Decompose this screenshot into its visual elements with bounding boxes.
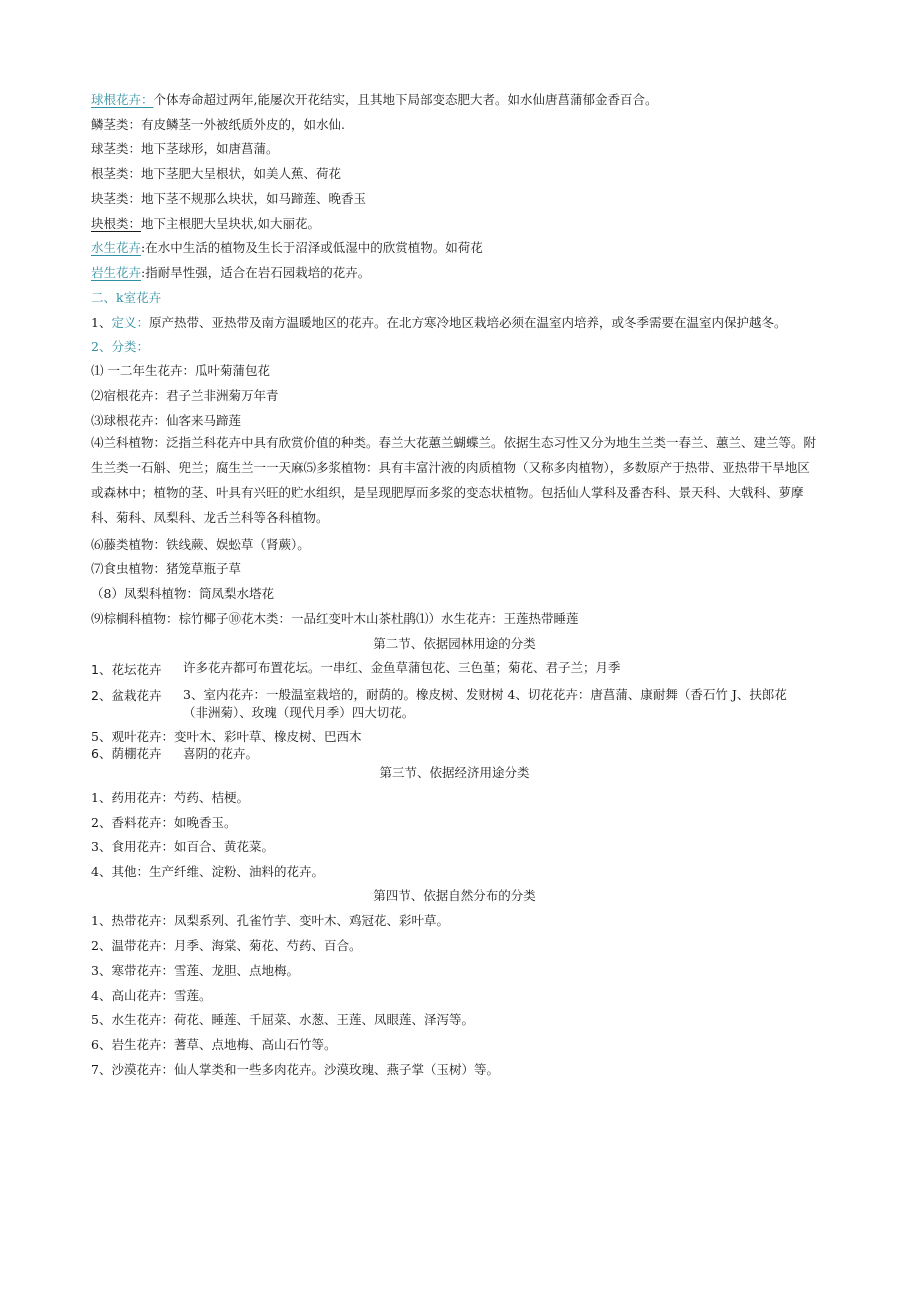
classification-heading: 2、分类：	[91, 339, 149, 354]
rock-desc: :指耐旱性强，适合在岩石园栽培的花卉。	[141, 265, 371, 280]
class-item: ⑴ 一二年生花卉：瓜叶菊蒲包花	[91, 363, 270, 378]
bed-desc: 许多花卉都可布置花坛。一串红、金鱼草蒲包花、三色堇；菊花、君子兰；月季	[183, 660, 621, 675]
pot-desc-1: 3、室内花卉：一般温室栽培的，耐荫的。橡皮树、发财树 4、切花花卉：唐菖蒲、康耐舞（香石竹 J、扶郎花	[183, 687, 787, 702]
bromeliad-line: （8）凤梨科植物：筒凤梨水塔花	[91, 586, 274, 601]
distribution-item: 7、沙漠花卉：仙人掌类和一些多肉花卉。沙漠玫瑰、燕子掌（玉树）等。	[91, 1062, 499, 1077]
vine-line: ⑹藤类植物：铁线蕨、娱蚣草（肾蕨）。	[91, 537, 310, 552]
definition-term: 定义：	[111, 315, 149, 330]
distribution-item: 1、热带花卉：凤梨系列、孔雀竹芋、变叶木、鸡冠花、彩叶草。	[91, 913, 449, 928]
shade-label: 6、荫棚花卉	[91, 746, 162, 761]
aquatic-line	[91, 240, 831, 256]
bulb-desc: 个体寿命超过两年,能屡次开花结实，且其地下局部变态肥大者。如水仙唐菖蒲郁金香百合。	[153, 92, 658, 107]
economic-item: 2、香料花卉：如晚香玉。	[91, 815, 237, 830]
aquatic-term: 水生花卉	[91, 240, 142, 255]
class-item: ⑶球根花卉：仙客来马蹄莲	[91, 413, 242, 428]
corm-line: 球茎类：地下茎球形，如唐菖蒲。	[91, 141, 279, 156]
distribution-heading: 第四节、依据自然分布的分类	[373, 888, 536, 903]
greenhouse-heading: 二、k室花卉	[91, 290, 162, 305]
pot-label: 2、盆栽花卉	[91, 688, 162, 703]
tuberous-root-line	[91, 216, 831, 232]
tuberous-root-term: 块根类：	[91, 216, 142, 231]
shade-desc: 喜阴的花卉。	[183, 746, 259, 761]
rhizome-line: 根茎类：地下茎肥大呈根状，如美人蕉、荷花	[91, 166, 342, 181]
rock-term: 岩生花卉	[91, 265, 142, 280]
distribution-item: 4、高山花卉：雪莲。	[91, 988, 212, 1003]
distribution-item: 6、岩生花卉：蓍草、点地梅、高山石竹等。	[91, 1037, 337, 1052]
insectivorous-line: ⑺食虫植物：猪笼草瓶子草	[91, 561, 242, 576]
bulb-term: 球根花卉：	[91, 92, 154, 107]
orchid-paragraph: ⑷兰科植物：泛指兰科花卉中具有欣赏价值的种类。春兰大花蕙兰蝴蝶兰。依据生态习性又分为地生兰类一春兰、蕙兰、建兰等。附生兰类一石斛、兜兰；腐生兰一一天麻⑸多浆植物：具有丰富汁液的肉质植物（又称多肉植物），多数原产于热带、亚热带干旱地区或森林中；植物的茎、叶具有兴旺的贮水组织，是呈现肥厚而多浆的变态状植物。包括仙人掌科及番杏科、景天科、大戟科、萝摩科、菊科、凤梨科、龙舌兰科等各科植物。	[91, 435, 817, 525]
class-item: ⑵宿根花卉：君子兰非洲菊万年青	[91, 388, 279, 403]
distribution-item: 3、寒带花卉：雪莲、龙胆、点地梅。	[91, 963, 299, 978]
distribution-item: 5、水生花卉：荷花、睡莲、千屈菜、水葱、王莲、凤眼莲、泽泻等。	[91, 1012, 474, 1027]
scaly-line: 鳞茎类：有皮鳞茎一外被纸质外皮的，如水仙.	[91, 117, 345, 132]
economic-item: 4、其他：生产纤维、淀粉、油料的花卉。	[91, 864, 324, 879]
palm-line: ⑼棕榈科植物：棕竹椰子⑩花木类：一品红变叶木山茶杜鹃⑴）水生花卉：王莲热带睡莲	[91, 611, 579, 626]
bed-label: 1、花坛花卉	[91, 662, 162, 677]
definition-num: 1、	[91, 315, 112, 330]
tuber-line: 块茎类：地下茎不规那么块状，如马蹄莲、晚香玉	[91, 191, 367, 206]
definition-line	[91, 315, 831, 331]
foliage-line: 5、观叶花卉：变叶木、彩叶草、橡皮树、巴西木	[91, 729, 362, 744]
rock-line	[91, 265, 831, 281]
garden-use-heading: 第二节、依据园林用途的分类	[373, 636, 536, 651]
definition-desc: 原产热带、亚热带及南方温暖地区的花卉。在北方寒冷地区栽培必须在温室内培养，或冬季需要在温室内保护越冬。	[148, 315, 787, 330]
distribution-item: 2、温带花卉：月季、海棠、菊花、芍药、百合。	[91, 938, 362, 953]
bulb-line	[91, 92, 831, 108]
economic-use-heading: 第三节、依据经济用途分类	[379, 765, 530, 780]
tuberous-root-desc: 地下主根肥大呈块状,如大丽花。	[141, 216, 320, 231]
aquatic-desc: :在水中生活的植物及生长于沼泽或低湿中的欣赏植物。如荷花	[141, 240, 483, 255]
pot-desc-2: （非洲菊）、玫瑰（现代月季）四大切花。	[183, 705, 415, 720]
economic-item: 1、药用花卉：芍药、桔梗。	[91, 790, 249, 805]
economic-item: 3、食用花卉：如百合、黄花菜。	[91, 839, 274, 854]
